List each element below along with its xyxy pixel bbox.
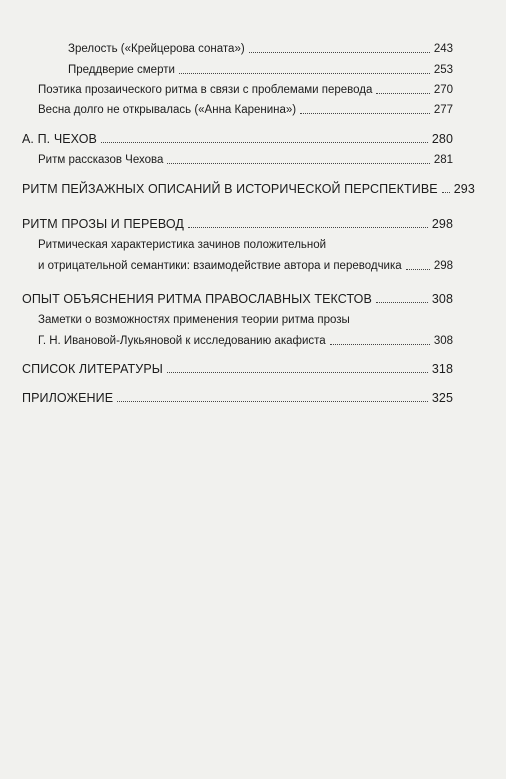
dot-leader xyxy=(179,73,430,74)
toc-entry-title: Зрелость («Крейцерова соната») xyxy=(68,43,245,55)
dot-leader xyxy=(188,227,428,228)
toc-section-title: ОПЫТ ОБЪЯСНЕНИЯ РИТМА ПРАВОСЛАВНЫХ ТЕКСТОВ xyxy=(22,292,372,306)
toc-section-page: 308 xyxy=(431,292,453,306)
toc-entry-title: Преддверие смерти xyxy=(68,64,175,76)
toc-entry-page: 277 xyxy=(433,104,453,116)
toc-entry-page: 243 xyxy=(433,43,453,55)
toc-entry-title-line2: Г. Н. Ивановой-Лукьяновой к исследованию акафиста xyxy=(38,335,326,347)
dot-leader xyxy=(117,401,428,402)
toc-section xyxy=(22,182,475,196)
toc-entry-page: 298 xyxy=(433,260,453,272)
toc-section xyxy=(22,391,453,405)
dot-leader xyxy=(167,163,429,164)
toc-entry-title-line2: и отрицательной семантики: взаимодействие автора и переводчика xyxy=(38,260,402,272)
toc-section-page: 325 xyxy=(431,391,453,405)
toc-entry-title: Поэтика прозаического ритма в связи с проблемами перевода xyxy=(38,84,373,96)
toc-section-page: 318 xyxy=(431,362,453,376)
toc-entry-page: 253 xyxy=(433,64,453,76)
dot-leader xyxy=(376,93,429,94)
toc-entry xyxy=(68,42,453,56)
toc-section-title: РИТМ ПЕЙЗАЖНЫХ ОПИСАНИЙ В ИСТОРИЧЕСКОЙ ПЕРСПЕКТИВЕ xyxy=(22,182,438,196)
toc-section xyxy=(22,132,453,146)
dot-leader xyxy=(330,344,430,345)
dot-leader xyxy=(442,192,450,193)
toc-entry xyxy=(38,334,453,348)
toc-entry-page: 270 xyxy=(433,84,453,96)
toc-entry xyxy=(38,103,453,117)
toc-section xyxy=(22,217,453,231)
toc-section-page: 293 xyxy=(453,182,475,196)
dot-leader xyxy=(376,302,428,303)
toc-section xyxy=(22,362,453,376)
toc-section-title: ПРИЛОЖЕНИЕ xyxy=(22,391,114,405)
dot-leader xyxy=(249,52,430,53)
toc-entry-title: Весна долго не открывалась («Анна Каренина») xyxy=(38,104,297,116)
toc-entry-title: Ритм рассказов Чехова xyxy=(38,154,164,166)
toc-entry xyxy=(38,83,453,97)
toc-entry-title-line1: Заметки о возможностях применения теории ритма прозы xyxy=(38,314,350,326)
dot-leader xyxy=(101,142,428,143)
toc-entry xyxy=(38,153,453,167)
toc-entry-page: 281 xyxy=(433,154,453,166)
toc-entry-page: 308 xyxy=(433,335,453,347)
toc-section-page: 280 xyxy=(431,132,453,146)
toc-section-title: А. П. ЧЕХОВ xyxy=(22,132,97,146)
toc-entry xyxy=(68,63,453,77)
toc-section-page: 298 xyxy=(431,217,453,231)
toc-section-title: СПИСОК ЛИТЕРАТУРЫ xyxy=(22,362,163,376)
toc-entry-title-line1: Ритмическая характеристика зачинов положительной xyxy=(38,239,327,251)
toc-entry xyxy=(38,259,453,273)
toc-section xyxy=(22,292,453,306)
dot-leader xyxy=(167,372,428,373)
toc-section-title: РИТМ ПРОЗЫ И ПЕРЕВОД xyxy=(22,217,184,231)
dot-leader xyxy=(300,113,430,114)
dot-leader xyxy=(406,269,430,270)
